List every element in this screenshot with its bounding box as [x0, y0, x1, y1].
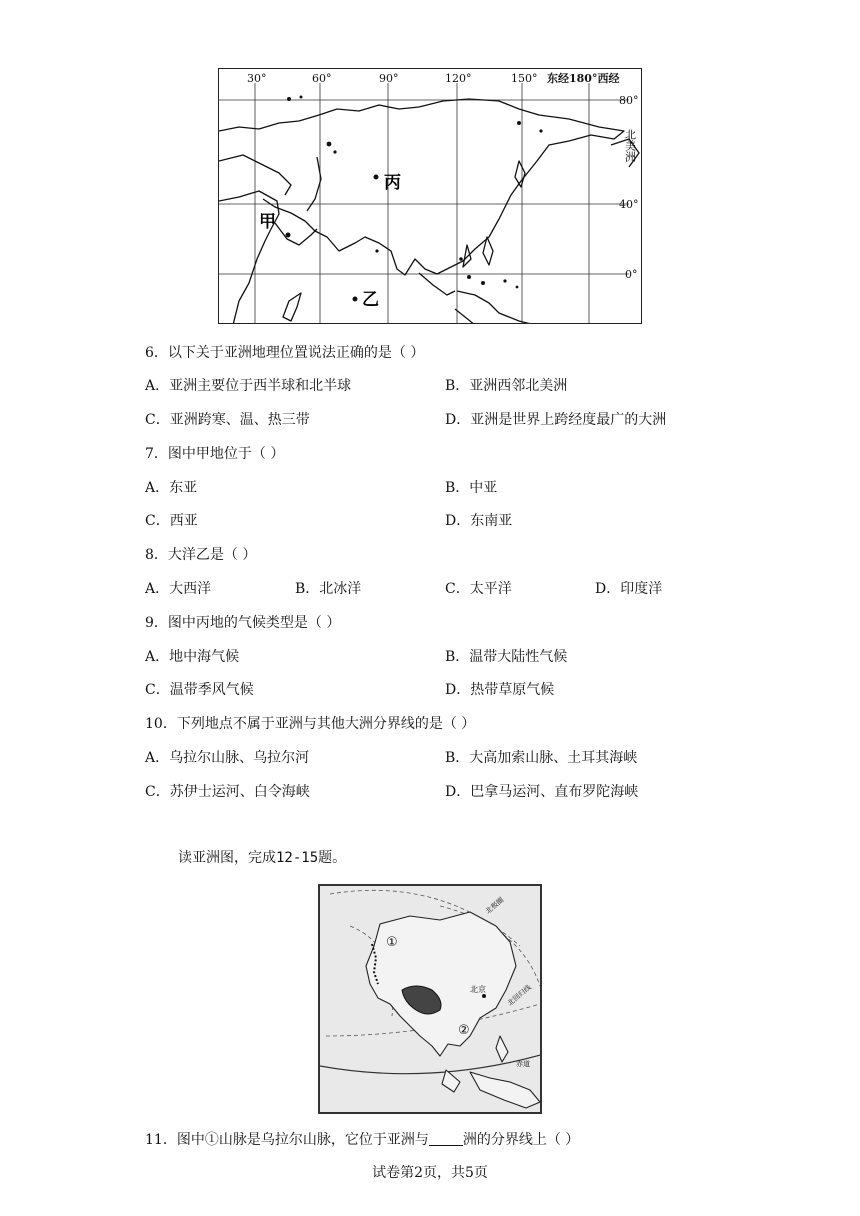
question-7-option-a[interactable]: A．东亚 — [145, 480, 198, 496]
question-8-option-c[interactable]: C．太平洋 — [445, 581, 512, 597]
question-6-option-a[interactable]: A．亚洲主要位于西半球和北半球 — [145, 378, 352, 394]
point-bing-label: 丙 — [384, 173, 401, 193]
question-8-option-d[interactable]: D．印度洋 — [595, 581, 663, 597]
point-jia-label: 甲 — [259, 212, 276, 232]
answer-blank[interactable] — [429, 1131, 463, 1146]
question-11-stem — [145, 1130, 579, 1150]
beijing-dot — [482, 994, 486, 998]
point-bing-dot — [374, 175, 379, 180]
arctic-circle-label: 北极圈 — [484, 895, 506, 916]
question-6-option-b[interactable]: B．亚洲西邻北美洲 — [445, 378, 568, 394]
question-6-option-c[interactable]: C．亚洲跨寒、温、热三带 — [145, 412, 310, 428]
point-jia-dot — [286, 233, 291, 238]
question-10-option-b[interactable]: B．大高加索山脉、土耳其海峡 — [445, 750, 638, 766]
longitude-label: 30° — [247, 72, 267, 85]
question-7-option-c[interactable]: C．西亚 — [145, 513, 198, 529]
latitude-label: 0° — [625, 268, 638, 281]
question-10-option-d[interactable]: D．巴拿马运河、直布罗陀海峡 — [445, 784, 639, 800]
longitude-label: 150° — [511, 72, 538, 85]
section-intro: 读亚洲图，完成12-15题。 — [178, 850, 347, 866]
equator-label: 赤道 — [516, 1060, 530, 1068]
question-6-option-d[interactable]: D．亚洲是世界上跨经度最广的大洲 — [445, 412, 667, 428]
longitude-label: 90° — [379, 72, 399, 85]
question-11-text-post: 洲的分界线上（ ） — [462, 1132, 580, 1148]
question-9-stem: 9．图中丙地的气候类型是（ ） — [145, 615, 341, 631]
beijing-label: 北京 — [470, 985, 486, 994]
point-yi-label: 乙 — [362, 290, 379, 310]
tropic-label: 北回归线 — [506, 983, 533, 1008]
longitude-label: 60° — [312, 72, 332, 85]
question-9-option-c[interactable]: C．温带季风气候 — [145, 682, 254, 698]
question-6-stem: 6．以下关于亚洲地理位置说法正确的是（ ） — [145, 345, 425, 361]
question-8-stem: 8．大洋乙是（ ） — [145, 547, 257, 563]
question-8-option-a[interactable]: A．大西洋 — [145, 581, 212, 597]
question-7-stem: 7．图中甲地位于（ ） — [145, 446, 285, 462]
question-10-option-c[interactable]: C．苏伊士运河、白令海峡 — [145, 784, 310, 800]
latitude-label: 80° — [619, 94, 639, 107]
asia-location-map — [218, 68, 642, 324]
question-9-option-a[interactable]: A．地中海气候 — [145, 649, 240, 665]
question-7-option-b[interactable]: B．中亚 — [445, 480, 498, 496]
latitude-label: 40° — [619, 198, 639, 211]
equator-line — [320, 1054, 542, 1074]
label-one: ① — [386, 935, 398, 950]
longitude-label: 120° — [445, 72, 472, 85]
asia-map-graphic — [320, 886, 542, 1114]
asia-map — [318, 884, 542, 1114]
point-yi-dot — [353, 297, 358, 302]
label-two: ② — [458, 1023, 470, 1038]
question-7-option-d[interactable]: D．东南亚 — [445, 513, 513, 529]
coastlines — [219, 99, 639, 324]
question-11-text-pre: 11．图中①山脉是乌拉尔山脉，它位于亚洲与 — [145, 1132, 429, 1148]
question-9-option-b[interactable]: B．温带大陆性气候 — [445, 649, 568, 665]
question-10-option-a[interactable]: A．乌拉尔山脉、乌拉尔河 — [145, 750, 310, 766]
question-10-stem: 10．下列地点不属于亚洲与其他大洲分界线的是（ ） — [145, 716, 476, 732]
north-america-label: 北美洲 — [623, 129, 637, 162]
question-9-option-d[interactable]: D．热带草原气候 — [445, 682, 555, 698]
longitude-label-180: 东经180°西经 — [547, 72, 620, 85]
page-footer: 试卷第2页，共5页 — [372, 1165, 488, 1181]
asia-location-map-graphic — [219, 69, 642, 324]
question-8-option-b[interactable]: B．北冰洋 — [295, 581, 362, 597]
